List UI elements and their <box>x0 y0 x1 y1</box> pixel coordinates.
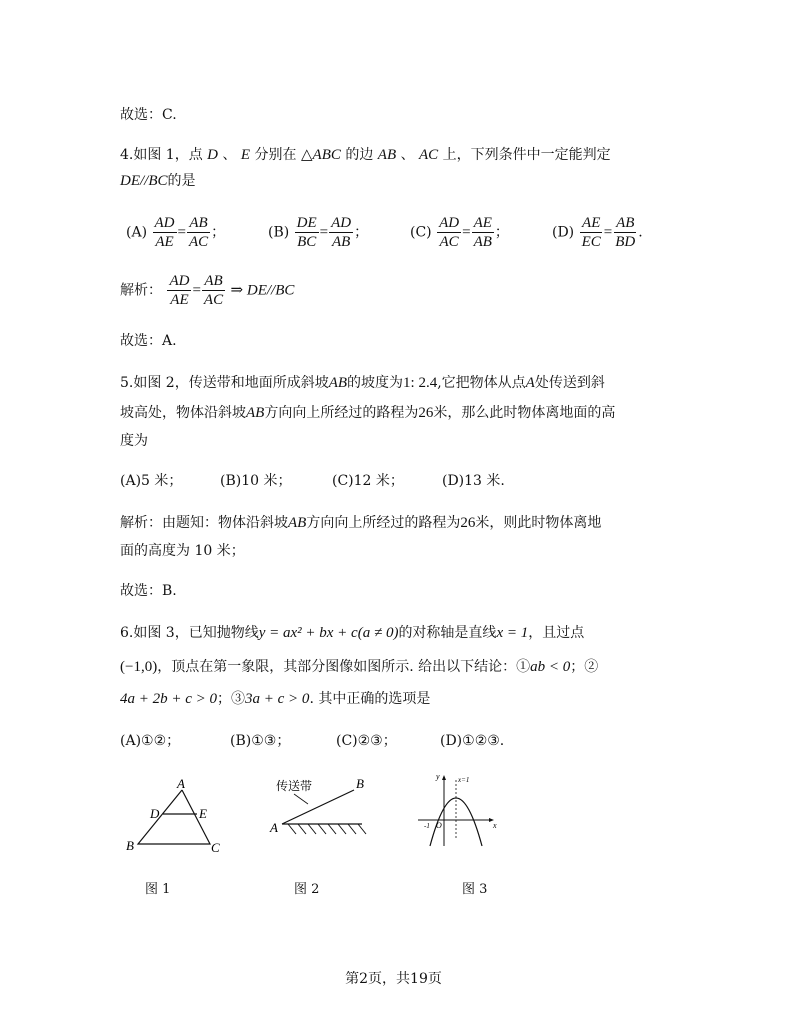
q5-stem-line1: 5.如图 2，传送带和地面所成斜坡AB的坡度为1: 2.4,它把物体从点A处传送到斜 <box>120 375 605 391</box>
fig3-caption: 图 3 <box>462 882 488 897</box>
q5-analysis-line2: 面的高度为 10 米； <box>120 543 245 559</box>
q6-stem-line1: 6.如图 3，已知抛物线y = ax² + bx + c(a ≠ 0)的对称轴是直线x = 1，且过点 <box>120 625 585 641</box>
fig3-label-y: y <box>436 772 440 781</box>
fig1-label-b: B <box>126 838 134 853</box>
q5-option-a: (A)5 米； <box>120 473 183 489</box>
fig1-label-a: A <box>177 776 185 791</box>
q4-option-c: (C) $\frac{AD}{AC}$ = $\frac{AE}{AB}$ ； <box>410 215 509 250</box>
q3-answer: 故选：C. <box>120 107 177 123</box>
page-number-footer: 第2页，共19页 <box>345 971 442 987</box>
q5-stem-line3: 度为 <box>120 433 148 449</box>
fig1-label-e: E <box>199 806 207 821</box>
q4-option-d: (D) $\frac{AE}{EC}$ = $\frac{AB}{BD}$ . <box>552 215 643 250</box>
fig3-label-symmetry: x=1 <box>458 776 470 784</box>
q6-option-c: (C)②③； <box>336 733 397 749</box>
fig1-caption: 图 1 <box>145 882 171 897</box>
q4-stem-line2: DE//BC的是 <box>120 173 196 189</box>
q5-stem-line2: 坡高处，物体沿斜坡AB方向向上所经过的路程为26米，那么此时物体离地面的高 <box>120 405 616 421</box>
q6-stem-line2: (−1,0)，顶点在第一象限，其部分图像如图所示. 给出以下结论：①ab < 0；② <box>120 659 599 675</box>
q4-option-a: (A) $\frac{AD}{AE}$ = $\frac{AB}{AC}$ ； <box>126 215 226 250</box>
fig3-label-neg1: -1 <box>424 822 430 830</box>
q5-analysis-line1: 解析：由题知：物体沿斜坡AB方向向上所经过的路程为26米，则此时物体离地 <box>120 515 602 531</box>
q4-analysis: 解析： $\frac{AD}{AE}$ = $\frac{AB}{AC}$ ⇒ DE//BC <box>120 273 295 308</box>
q6-stem-line3: 4a + 2b + c > 0；③3a + c > 0. 其中正确的选项是 <box>120 691 431 707</box>
q5-option-d: (D)13 米. <box>442 473 505 489</box>
figure-2-slope <box>266 772 376 852</box>
y-axis-arrow <box>442 775 446 780</box>
figure-1-triangle <box>120 772 230 862</box>
q4-answer: 故选：A. <box>120 333 177 349</box>
fig3-label-origin: O <box>436 821 442 830</box>
fig2-caption: 图 2 <box>294 882 320 897</box>
fig2-label-belt: 传送带 <box>276 779 313 793</box>
q5-answer: 故选：B. <box>120 583 177 599</box>
q4-option-b: (B) $\frac{DE}{BC}$ = $\frac{AD}{AB}$ ； <box>268 215 369 250</box>
q5-options <box>120 472 680 490</box>
slope-ab <box>282 790 354 824</box>
q6-options <box>120 732 680 750</box>
q5-option-c: (C)12 米； <box>332 473 404 489</box>
q6-option-a: (A)①②； <box>120 733 181 749</box>
fig2-label-a: A <box>270 820 278 835</box>
q6-option-b: (B)①③； <box>230 733 291 749</box>
figure-3-parabola <box>414 770 504 850</box>
label-pointer <box>294 794 308 804</box>
q6-option-d: (D)①②③. <box>440 733 505 749</box>
fig1-label-c: C <box>211 840 220 855</box>
q4-options <box>120 214 680 254</box>
q5-option-b: (B)10 米； <box>220 473 292 489</box>
q4-stem-line1: 4.如图 1，点 D 、 E 分别在 △ABC 的边 AB 、 AC 上，下列条件中一定能判定 <box>120 147 611 163</box>
fig1-label-d: D <box>150 806 160 821</box>
fig2-label-b: B <box>356 776 364 791</box>
ground-hatching <box>288 824 366 834</box>
fig3-label-x: x <box>493 821 497 830</box>
